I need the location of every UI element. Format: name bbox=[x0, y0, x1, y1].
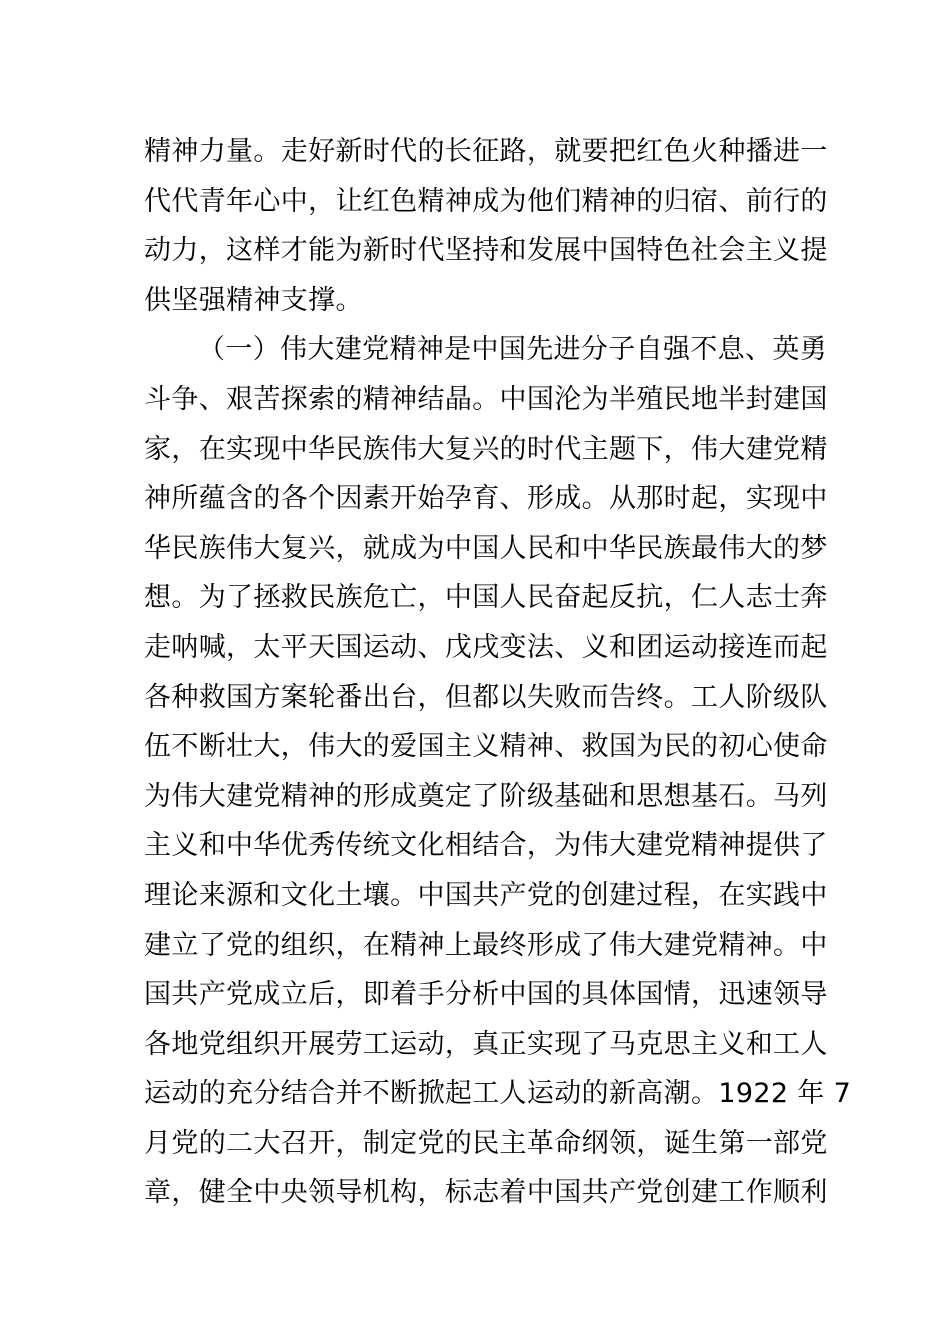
paragraph-continuation bbox=[144, 127, 828, 325]
text-line: 神所蕴含的各个因素开始孕育、形成。从那时起，实现中 bbox=[144, 483, 828, 515]
text-line: 华民族伟大复兴，就成为中国人民和中华民族最伟大的梦 bbox=[144, 532, 828, 564]
text-line: 章，健全中央领导机构，标志着中国共产党创建工作顺利 bbox=[144, 1177, 828, 1209]
text-line: 各地党组织开展劳工运动，真正实现了马克思主义和工人 bbox=[144, 1028, 828, 1060]
text-line: 家，在实现中华民族伟大复兴的时代主题下，伟大建党精 bbox=[144, 433, 828, 465]
text-line: 为伟大建党精神的形成奠定了阶级基础和思想基石。马列 bbox=[144, 780, 828, 812]
text-line: 想。为了拯救民族危亡，中国人民奋起反抗，仁人志士奔 bbox=[144, 582, 828, 614]
text-line: 运动的充分结合并不断掀起工人运动的新高潮。1922 年 7 bbox=[144, 1078, 852, 1110]
text-line: 供坚强精神支撑。 bbox=[144, 284, 363, 316]
text-line: 建立了党的组织，在精神上最终形成了伟大建党精神。中 bbox=[144, 929, 828, 961]
text-line: 各种救国方案轮番出台，但都以失败而告终。工人阶级队 bbox=[144, 681, 828, 713]
text-line: 精神力量。走好新时代的长征路，就要把红色火种播进一 bbox=[144, 136, 828, 167]
text-line: 动力，这样才能为新时代坚持和发展中国特色社会主义提 bbox=[144, 235, 828, 267]
paragraph-section-1 bbox=[144, 325, 852, 1218]
text-line: （一）伟大建党精神是中国先进分子自强不息、英勇 bbox=[198, 334, 828, 366]
text-line: 走呐喊，太平天国运动、戊戌变法、义和团运动接连而起 bbox=[144, 631, 828, 663]
text-line: 主义和中华优秀传统文化相结合，为伟大建党精神提供了 bbox=[144, 830, 828, 862]
text-line: 理论来源和文化土壤。中国共产党的创建过程，在实践中 bbox=[144, 879, 828, 911]
text-line: 伍不断壮大，伟大的爱国主义精神、救国为民的初心使命 bbox=[144, 731, 828, 763]
text-line: 代代青年心中，让红色精神成为他们精神的归宿、前行的 bbox=[144, 185, 828, 217]
body-text bbox=[144, 127, 852, 1218]
text-line: 斗争、艰苦探索的精神结晶。中国沦为半殖民地半封建国 bbox=[144, 383, 828, 415]
text-line: 国共产党成立后，即着手分析中国的具体国情，迅速领导 bbox=[144, 979, 828, 1011]
text-line: 月党的二大召开，制定党的民主革命纲领，诞生第一部党 bbox=[144, 1127, 828, 1159]
